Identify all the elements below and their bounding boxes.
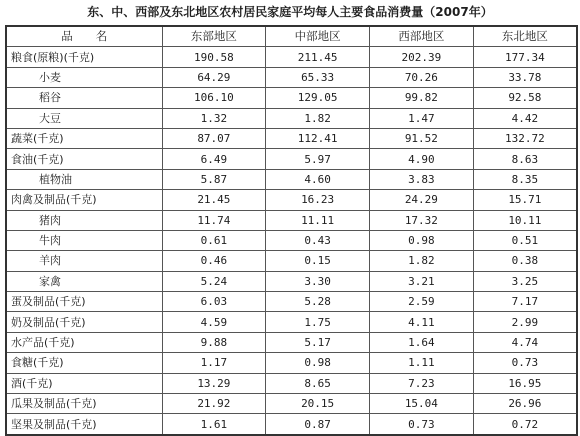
east-value: 11.74 (162, 210, 266, 230)
northeast-value: 8.63 (473, 149, 577, 169)
table-row (6, 67, 577, 87)
east-value: 13.29 (162, 373, 266, 393)
east-value: 9.88 (162, 332, 266, 352)
header-row (6, 26, 577, 47)
east-value: 87.07 (162, 128, 266, 148)
east-value: 0.46 (162, 251, 266, 271)
west-value: 0.73 (370, 414, 474, 435)
central-value: 65.33 (266, 67, 370, 87)
header-east: 东部地区 (162, 26, 266, 47)
row-label: 奶及制品(千克) (6, 312, 162, 332)
northeast-value: 0.38 (473, 251, 577, 271)
row-label: 稻谷 (6, 88, 162, 108)
row-label: 大豆 (6, 108, 162, 128)
east-value: 5.24 (162, 271, 266, 291)
row-label: 小麦 (6, 67, 162, 87)
table-row (6, 128, 577, 148)
central-value: 8.65 (266, 373, 370, 393)
central-value: 5.97 (266, 149, 370, 169)
table-row (6, 394, 577, 414)
northeast-value: 132.72 (473, 128, 577, 148)
central-value: 5.17 (266, 332, 370, 352)
table-row (6, 312, 577, 332)
northeast-value: 10.11 (473, 210, 577, 230)
central-value: 211.45 (266, 47, 370, 67)
row-label: 蔬菜(千克) (6, 128, 162, 148)
table-row (6, 251, 577, 271)
west-value: 4.90 (370, 149, 474, 169)
row-label: 植物油 (6, 169, 162, 189)
row-label: 坚果及制品(千克) (6, 414, 162, 435)
west-value: 17.32 (370, 210, 474, 230)
west-value: 1.47 (370, 108, 474, 128)
northeast-value: 0.73 (473, 353, 577, 373)
northeast-value: 26.96 (473, 394, 577, 414)
central-value: 1.82 (266, 108, 370, 128)
east-value: 1.17 (162, 353, 266, 373)
central-value: 129.05 (266, 88, 370, 108)
central-value: 20.15 (266, 394, 370, 414)
table-row (6, 353, 577, 373)
east-value: 0.61 (162, 230, 266, 250)
east-value: 64.29 (162, 67, 266, 87)
central-value: 3.30 (266, 271, 370, 291)
table-row (6, 149, 577, 169)
central-value: 1.75 (266, 312, 370, 332)
row-label: 瓜果及制品(千克) (6, 394, 162, 414)
table-row (6, 414, 577, 435)
central-value: 11.11 (266, 210, 370, 230)
east-value: 1.32 (162, 108, 266, 128)
northeast-value: 177.34 (473, 47, 577, 67)
central-value: 4.60 (266, 169, 370, 189)
central-value: 0.98 (266, 353, 370, 373)
east-value: 190.58 (162, 47, 266, 67)
west-value: 3.83 (370, 169, 474, 189)
row-label: 食油(千克) (6, 149, 162, 169)
table-row (6, 88, 577, 108)
northeast-value: 15.71 (473, 190, 577, 210)
northeast-value: 0.51 (473, 230, 577, 250)
header-central: 中部地区 (266, 26, 370, 47)
east-value: 4.59 (162, 312, 266, 332)
west-value: 91.52 (370, 128, 474, 148)
table-row (6, 332, 577, 352)
west-value: 0.98 (370, 230, 474, 250)
table-row (6, 230, 577, 250)
central-value: 0.15 (266, 251, 370, 271)
row-label: 家禽 (6, 271, 162, 291)
central-value: 16.23 (266, 190, 370, 210)
west-value: 1.82 (370, 251, 474, 271)
east-value: 6.03 (162, 292, 266, 312)
row-label: 猪肉 (6, 210, 162, 230)
east-value: 21.92 (162, 394, 266, 414)
west-value: 15.04 (370, 394, 474, 414)
northeast-value: 2.99 (473, 312, 577, 332)
header-item-name: 品 名 (6, 26, 162, 47)
header-northeast: 东北地区 (473, 26, 577, 47)
table-row (6, 108, 577, 128)
row-label: 蛋及制品(千克) (6, 292, 162, 312)
west-value: 1.11 (370, 353, 474, 373)
west-value: 7.23 (370, 373, 474, 393)
west-value: 3.21 (370, 271, 474, 291)
northeast-value: 16.95 (473, 373, 577, 393)
west-value: 99.82 (370, 88, 474, 108)
west-value: 2.59 (370, 292, 474, 312)
central-value: 5.28 (266, 292, 370, 312)
table-row (6, 47, 577, 67)
northeast-value: 92.58 (473, 88, 577, 108)
row-label: 羊肉 (6, 251, 162, 271)
east-value: 6.49 (162, 149, 266, 169)
table-title: 东、中、西部及东北地区农村居民家庭平均每人主要食品消费量（2007年） (87, 5, 493, 19)
northeast-value: 3.25 (473, 271, 577, 291)
table-row (6, 169, 577, 189)
table-row (6, 292, 577, 312)
row-label: 酒(千克) (6, 373, 162, 393)
central-value: 112.41 (266, 128, 370, 148)
northeast-value: 4.42 (473, 108, 577, 128)
northeast-value: 33.78 (473, 67, 577, 87)
row-label: 肉禽及制品(千克) (6, 190, 162, 210)
northeast-value: 8.35 (473, 169, 577, 189)
west-value: 70.26 (370, 67, 474, 87)
west-value: 24.29 (370, 190, 474, 210)
central-value: 0.43 (266, 230, 370, 250)
central-value: 0.87 (266, 414, 370, 435)
food-consumption-table (5, 25, 578, 436)
header-west: 西部地区 (370, 26, 474, 47)
northeast-value: 7.17 (473, 292, 577, 312)
west-value: 4.11 (370, 312, 474, 332)
table-row (6, 210, 577, 230)
east-value: 1.61 (162, 414, 266, 435)
row-label: 食糖(千克) (6, 353, 162, 373)
table-row (6, 373, 577, 393)
east-value: 5.87 (162, 169, 266, 189)
northeast-value: 4.74 (473, 332, 577, 352)
east-value: 21.45 (162, 190, 266, 210)
west-value: 202.39 (370, 47, 474, 67)
row-label: 粮食(原粮)(千克) (6, 47, 162, 67)
east-value: 106.10 (162, 88, 266, 108)
west-value: 1.64 (370, 332, 474, 352)
row-label: 水产品(千克) (6, 332, 162, 352)
northeast-value: 0.72 (473, 414, 577, 435)
table-row (6, 190, 577, 210)
row-label: 牛肉 (6, 230, 162, 250)
table-row (6, 271, 577, 291)
